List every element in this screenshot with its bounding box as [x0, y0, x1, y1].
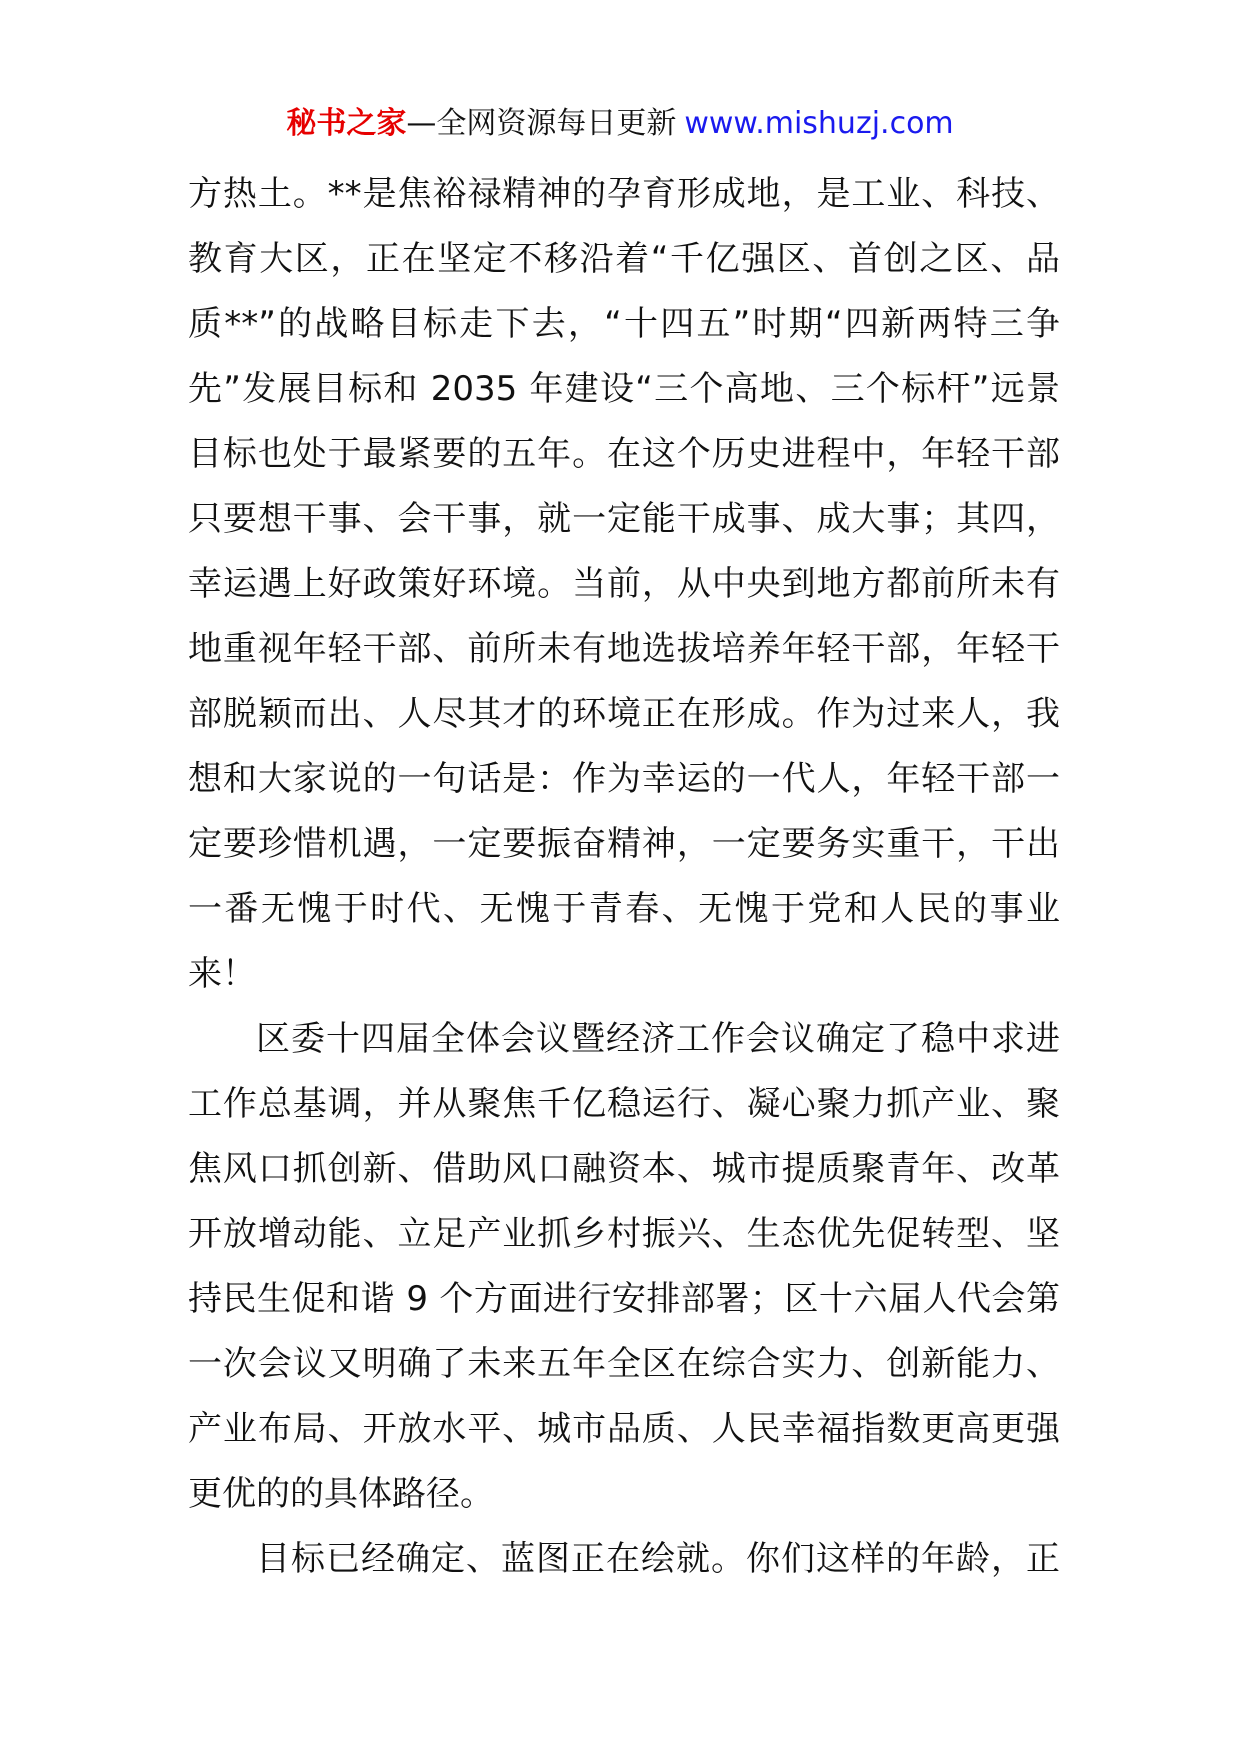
paragraph — [188, 1007, 1060, 1527]
text-line: 目标已经确定、蓝图正在绘就。你们这样的年龄，正 — [256, 1539, 1060, 1579]
paragraph — [188, 162, 1060, 1007]
paragraph — [188, 1527, 1060, 1592]
text-line: 目标也处于最紧要的五年。在这个历史进程中，年轻干部 — [188, 434, 1060, 474]
text-line: 持民生促和谐 9 个方面进行安排部署；区十六届人代会第 — [188, 1279, 1060, 1319]
text-line: 想和大家说的一句话是：作为幸运的一代人，年轻干部一 — [188, 759, 1060, 799]
document-body — [188, 162, 1060, 1592]
brand-name: 秘书之家 — [286, 106, 407, 141]
text-line: 定要珍惜机遇，一定要振奋精神，一定要务实重干，干出 — [188, 824, 1060, 864]
text-line: 地重视年轻干部、前所未有地选拔培养年轻干部，年轻干 — [188, 629, 1060, 669]
header-tagline: —全网资源每日更新 — [406, 106, 677, 141]
text-line: 更优的的具体路径。 — [188, 1474, 494, 1514]
site-url-link[interactable]: www.mishuzj.com — [684, 106, 954, 141]
text-line: 工作总基调，并从聚焦千亿稳运行、凝心聚力抓产业、聚 — [188, 1084, 1060, 1124]
text-line: 焦风口抓创新、借助风口融资本、城市提质聚青年、改革 — [188, 1149, 1060, 1189]
text-line: 区委十四届全体会议暨经济工作会议确定了稳中求进 — [256, 1019, 1060, 1059]
text-line: 来！ — [188, 954, 256, 994]
text-line: 质**”的战略目标走下去，“十四五”时期“四新两特三争 — [188, 304, 1060, 344]
text-line: 一次会议又明确了未来五年全区在综合实力、创新能力、 — [188, 1344, 1060, 1384]
text-line: 幸运遇上好政策好环境。当前，从中央到地方都前所未有 — [188, 564, 1060, 604]
text-line: 先”发展目标和 2035 年建设“三个高地、三个标杆”远景 — [188, 369, 1060, 409]
text-line: 一番无愧于时代、无愧于青春、无愧于党和人民的事业 — [188, 889, 1060, 929]
text-line: 教育大区，正在坚定不移沿着“千亿强区、首创之区、品 — [188, 239, 1060, 279]
page-header — [0, 100, 1240, 148]
text-line: 开放增动能、立足产业抓乡村振兴、生态优先促转型、坚 — [188, 1214, 1060, 1254]
text-line: 部脱颖而出、人尽其才的环境正在形成。作为过来人，我 — [188, 694, 1060, 734]
text-line: 只要想干事、会干事，就一定能干成事、成大事；其四， — [188, 499, 1060, 539]
text-line: 方热土。**是焦裕禄精神的孕育形成地，是工业、科技、 — [188, 174, 1060, 214]
text-line: 产业布局、开放水平、城市品质、人民幸福指数更高更强 — [188, 1409, 1060, 1449]
